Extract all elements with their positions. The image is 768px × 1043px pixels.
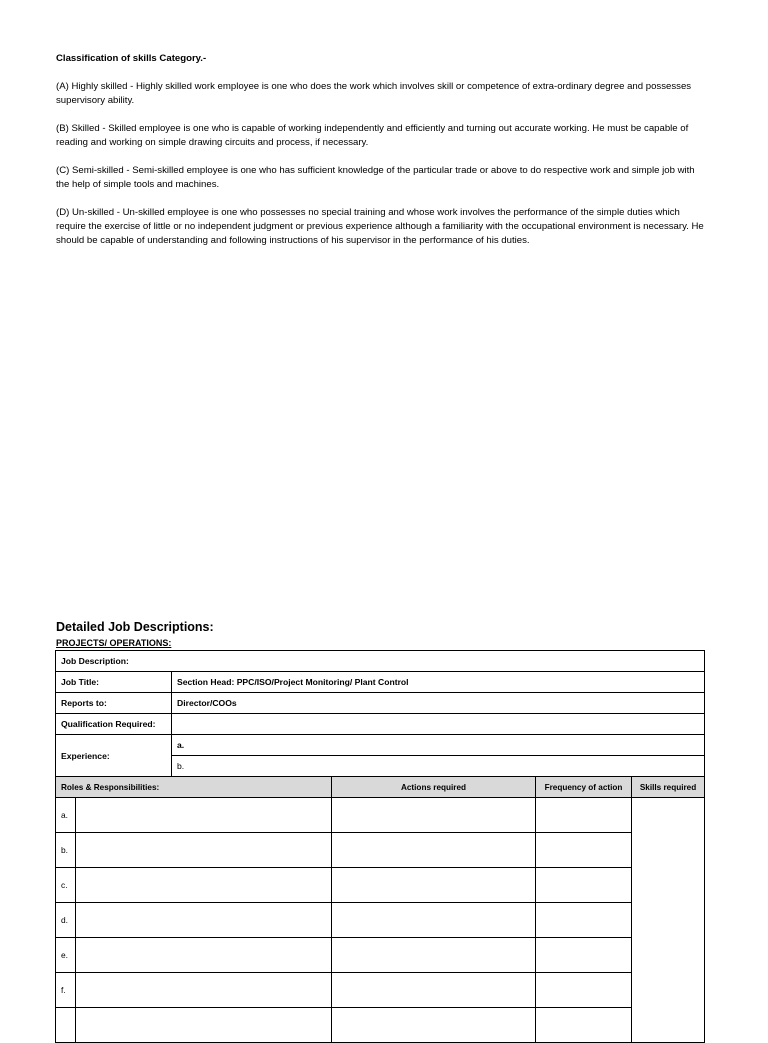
reports-to-row xyxy=(56,693,705,714)
classification-skilled: (B) Skilled - Skilled employee is one who is capable of working independently and efficiently and turning out accurate working. He must be capable of reading and working on simple drawing circuits and process, if necessary. xyxy=(56,123,689,148)
skills-classification xyxy=(56,52,706,262)
role-index-b: b. xyxy=(56,833,76,868)
action-cell xyxy=(332,868,536,903)
role-cell xyxy=(76,868,332,903)
table-row xyxy=(56,903,705,938)
action-cell xyxy=(332,1008,536,1043)
role-cell xyxy=(76,1008,332,1043)
table-row xyxy=(56,973,705,1008)
job-descriptions-title: Detailed Job Descriptions: xyxy=(56,620,214,634)
action-cell xyxy=(332,973,536,1008)
table-row xyxy=(56,868,705,903)
experience-row-a xyxy=(56,735,705,756)
job-description-label: Job Description: xyxy=(56,651,705,672)
role-cell xyxy=(76,903,332,938)
job-description-row xyxy=(56,651,705,672)
action-cell xyxy=(332,903,536,938)
role-index-e: e. xyxy=(56,938,76,973)
role-index-empty xyxy=(56,1008,76,1043)
table-row xyxy=(56,938,705,973)
role-cell xyxy=(76,798,332,833)
frequency-cell xyxy=(536,938,632,973)
action-cell xyxy=(332,798,536,833)
frequency-header: Frequency of action xyxy=(536,777,632,798)
table-row xyxy=(56,833,705,868)
classification-semi-skilled: (C) Semi-skilled - Semi-skilled employee is one who has sufficient knowledge of the particular trade or above to do respective work and simple job with the help of simple tools and machines. xyxy=(56,165,695,190)
frequency-cell xyxy=(536,1008,632,1043)
experience-item-a: a. xyxy=(172,735,705,756)
job-description-table xyxy=(55,650,705,1043)
frequency-cell xyxy=(536,973,632,1008)
skills-cell xyxy=(632,798,705,1043)
role-cell xyxy=(76,973,332,1008)
job-title-row xyxy=(56,672,705,693)
classification-un-skilled: (D) Un-skilled - Un-skilled employee is one who possesses no special training and whose work involves the performance of the simple duties which require the exercise of little or no independent judgment or previous experience although a familiarity with the occupational environment is necessary. He should be capable of understanding and following instructions of his supervisor in the performance of his duties. xyxy=(56,207,704,246)
role-index-f: f. xyxy=(56,973,76,1008)
actions-header: Actions required xyxy=(332,777,536,798)
frequency-cell xyxy=(536,903,632,938)
frequency-cell xyxy=(536,798,632,833)
classification-highly-skilled: (A) Highly skilled - Highly skilled work employee is one who does the work which involves skill or competence of extra-ordinary degree and possesses supervisory ability. xyxy=(56,81,692,106)
experience-label: Experience: xyxy=(56,735,172,777)
job-title-label: Job Title: xyxy=(56,672,172,693)
role-index-d: d. xyxy=(56,903,76,938)
skills-header: Skills required xyxy=(632,777,705,798)
table-row xyxy=(56,798,705,833)
roles-header: Roles & Responsibilities: xyxy=(56,777,332,798)
role-index-c: c. xyxy=(56,868,76,903)
reports-to-value: Director/COOs xyxy=(172,693,705,714)
role-cell xyxy=(76,938,332,973)
role-cell xyxy=(76,833,332,868)
experience-item-b: b. xyxy=(172,756,705,777)
role-index-a: a. xyxy=(56,798,76,833)
qualification-value xyxy=(172,714,705,735)
roles-header-row xyxy=(56,777,705,798)
frequency-cell xyxy=(536,833,632,868)
qualification-label: Qualification Required: xyxy=(56,714,172,735)
classification-heading: Classification of skills Category.- xyxy=(56,53,207,64)
qualification-row xyxy=(56,714,705,735)
job-title-value: Section Head: PPC/ISO/Project Monitoring/ Plant Control xyxy=(172,672,705,693)
job-descriptions-subtitle: PROJECTS/ OPERATIONS: xyxy=(56,638,172,648)
action-cell xyxy=(332,938,536,973)
frequency-cell xyxy=(536,868,632,903)
reports-to-label: Reports to: xyxy=(56,693,172,714)
action-cell xyxy=(332,833,536,868)
table-row xyxy=(56,1008,705,1043)
